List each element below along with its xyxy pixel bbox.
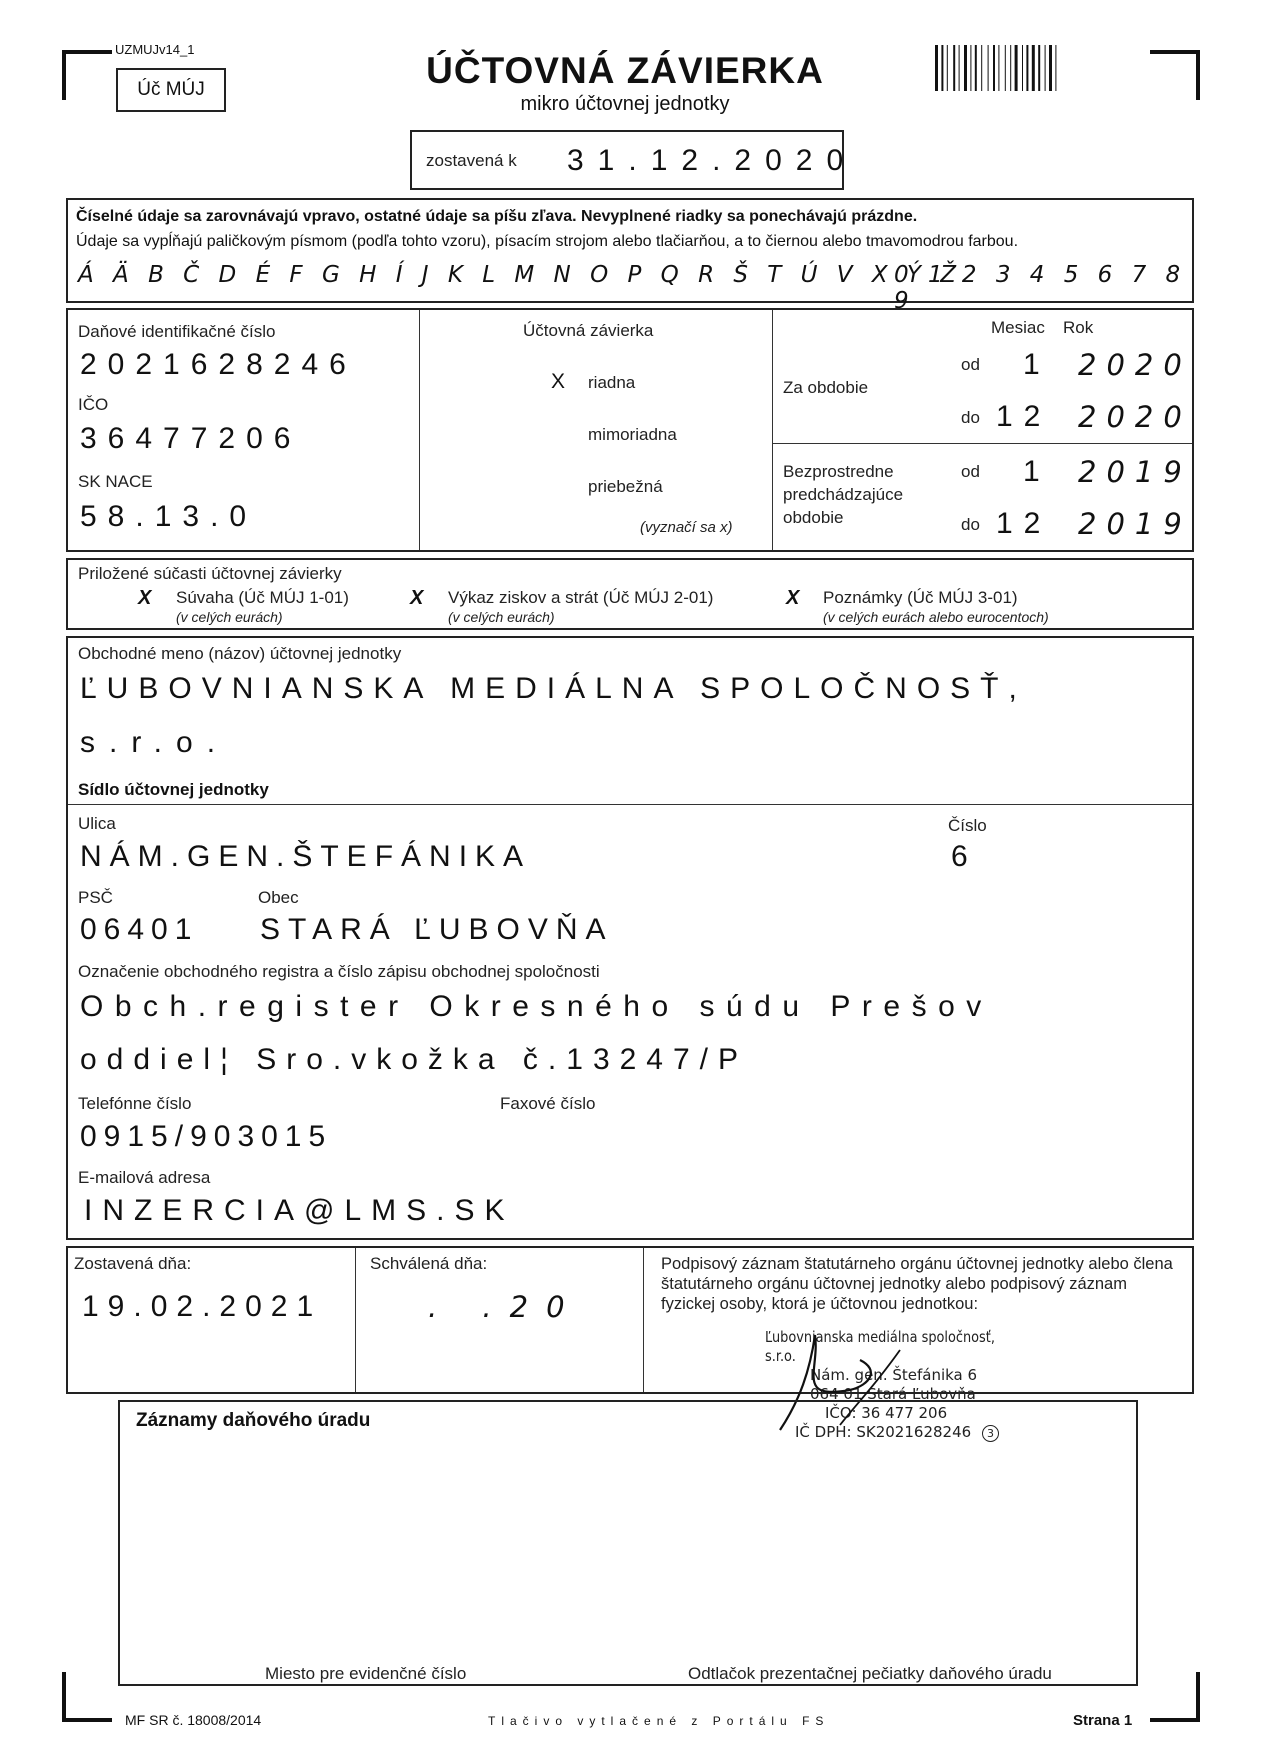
current-to-label: do [961, 408, 980, 427]
seat-label: Sídlo účtovnej jednotky [78, 780, 269, 799]
tax-stamp-label: Odtlačok prezentačnej pečiatky daňového úradu [688, 1664, 1052, 1683]
instructions-line-2: Údaje sa vypĺňajú paličkovým písmom (podľa tohto vzoru), písacím strojom alebo tlačiarňou, a to čiernou alebo tmavomodrou farbou. [76, 233, 1019, 250]
stamp-number: 3 [982, 1425, 999, 1442]
divider [68, 804, 1192, 805]
barcode-bar [947, 45, 948, 91]
city-value: STARÁ ĽUBOVŇA [260, 913, 614, 946]
attachment-notes-note: (v celých eurách alebo eurocentoch) [823, 609, 1049, 625]
corner-mark-bottom-right [1150, 1672, 1200, 1722]
barcode [935, 45, 1120, 91]
compiled-label: zostavená k [426, 151, 517, 170]
compiled-on-label: Zostavená dňa: [74, 1254, 192, 1273]
entity-name-label: Obchodné meno (názov) účtovnej jednotky [78, 644, 402, 663]
nace-label: SK NACE [78, 472, 153, 491]
stamp-line-3: 064 01 Stará Ľubovňa [810, 1385, 976, 1403]
instructions-box [66, 198, 1194, 314]
form-tag-text: Úč MÚJ [137, 79, 205, 100]
closing-type-note: (vyznačí sa x) [640, 519, 733, 536]
street-value: NÁM.GEN.ŠTEFÁNIKA [80, 840, 532, 873]
closing-type-mark: X [551, 370, 566, 393]
stamp-line-1: Ľubovnianska mediálna spoločnosť, s.r.o. [765, 1328, 995, 1365]
number-label: Číslo [948, 816, 987, 835]
evidence-number-label: Miesto pre evidenčné číslo [265, 1664, 467, 1683]
psc-label: PSČ [78, 888, 113, 907]
fax-label: Faxové číslo [500, 1094, 596, 1113]
attachments-box [66, 558, 1194, 630]
phone-value: 0915/903015 [80, 1120, 333, 1153]
barcode-bar [998, 45, 999, 91]
attachment-notes: Poznámky (Úč MÚJ 3-01) [823, 588, 1018, 607]
attachment-balance-note: (v celých eurách) [176, 609, 283, 625]
barcode-bar [1005, 45, 1006, 91]
attachment-balance-sheet: Súvaha (Úč MÚJ 1-01) [176, 588, 349, 607]
previous-to-month: 12 [996, 507, 1052, 540]
ico-value: 36477206 [80, 422, 302, 455]
previous-to-label: do [961, 515, 980, 534]
barcode-bar [1055, 45, 1056, 91]
previous-from-label: od [961, 462, 980, 481]
attachment-mark-balance: X [138, 587, 152, 609]
tax-office-title: Záznamy daňového úradu [136, 1410, 371, 1431]
street-label: Ulica [78, 814, 116, 833]
register-label: Označenie obchodného registra a číslo zápisu obchodnej spoločnosti [78, 962, 600, 981]
entity-name-line-1: ĽUBOVNIANSKA MEDIÁLNA SPOLOČNOSŤ, [80, 672, 1027, 705]
current-to-year: 2020 [1078, 400, 1192, 434]
footer-printed-from: Tlačivo vytlačené z Portálu FS [488, 1714, 830, 1728]
previous-period-label: Bezprostredne predchádzajúce obdobie [783, 462, 904, 527]
barcode-bar [964, 45, 967, 91]
barcode-bar [953, 45, 955, 91]
phone-label: Telefónne číslo [78, 1094, 192, 1113]
register-line-2: oddiel¦ Sro.vkožka č.13247/P [80, 1043, 749, 1076]
corner-mark-top-left [62, 50, 112, 100]
current-period-label: Za obdobie [783, 378, 869, 397]
page-subtitle: mikro účtovnej jednotky [520, 93, 730, 115]
psc-value: 06401 [80, 913, 199, 946]
current-to-month: 12 [996, 400, 1052, 433]
corner-mark-bottom-left [62, 1672, 112, 1722]
barcode-bar [970, 45, 971, 91]
sample-letters: Á Ä B Č D É F G H Í J K L M N O P Q R Š T Ú V X Ý Ž [78, 262, 963, 288]
page-title: ÚČTOVNÁ ZÁVIERKA [426, 50, 824, 91]
ico-label: IČO [78, 395, 109, 414]
footer-page-number: Strana 1 [1073, 1712, 1133, 1729]
barcode-bar [1026, 45, 1028, 91]
current-from-year: 2020 [1078, 348, 1192, 382]
previous-to-year: 2019 [1078, 507, 1192, 541]
barcode-bar [1038, 45, 1040, 91]
barcode-bar [1045, 45, 1046, 91]
divider [772, 310, 773, 550]
sample-digits: 0 1 2 3 4 5 6 7 8 9 [894, 262, 1187, 314]
attachment-profit-loss: Výkaz ziskov a strát (Úč MÚJ 2-01) [448, 588, 714, 607]
form-tag [116, 68, 226, 112]
footer-form-number: MF SR č. 18008/2014 [125, 1712, 262, 1728]
corner-mark-top-right [1150, 50, 1200, 100]
stamp-line-2: Nám. gen. Štefánika 6 [810, 1366, 978, 1384]
barcode-bar [993, 45, 995, 91]
closing-type-regular: riadna [588, 373, 636, 392]
attachment-mark-pnl: X [410, 587, 424, 609]
identification-box [66, 308, 1194, 552]
barcode-bar [1049, 45, 1052, 91]
stamp-vat-id: IČ DPH: SK2021628246 [795, 1423, 972, 1441]
signature-instructions: Podpisový záznam štatutárneho orgánu účtovnej jednotky alebo člena štatutárneho orgánu účtovnej jednotky alebo podpisový záznam fyzickej osoby, ktorá je účtovnou jednotkou: [661, 1255, 1173, 1313]
previous-from-year: 2019 [1078, 455, 1192, 489]
barcode-bar [981, 45, 982, 91]
previous-from-month: 1 [1023, 455, 1051, 488]
email-value: INZERCIA@LMS.SK [84, 1194, 515, 1227]
attachment-mark-notes: X [786, 587, 800, 609]
barcode-bar [1015, 45, 1018, 91]
compiled-date: 31.12.2020 [567, 144, 858, 177]
barcode-bar [1010, 45, 1011, 91]
barcode-bar [935, 45, 938, 91]
city-label: Obec [258, 888, 299, 907]
attachments-title: Priložené súčasti účtovnej závierky [78, 564, 342, 583]
number-value: 6 [951, 840, 979, 873]
barcode-bar [1032, 45, 1035, 91]
nace-value: 58.13.0 [80, 500, 258, 533]
divider [772, 443, 1192, 444]
barcode-bar [975, 45, 977, 91]
approved-on-label: Schválená dňa: [370, 1254, 488, 1273]
dic-label: Daňové identifikačné číslo [78, 322, 276, 341]
instructions-line-1: Číselné údaje sa zarovnávajú vpravo, ostatné údaje sa píšu zľava. Nevyplnené riadky sa ponechávajú prázdne. [76, 208, 918, 225]
attachment-pnl-note: (v celých eurách) [448, 609, 555, 625]
current-from-month: 1 [1023, 348, 1051, 381]
dic-value: 2021628246 [80, 348, 357, 381]
barcode-bar [988, 45, 989, 91]
barcode-bar [1022, 45, 1023, 91]
closing-type-interim: priebežná [588, 477, 663, 496]
register-line-1: Obch.register Okresného súdu Prešov [80, 990, 993, 1023]
barcode-bar [959, 45, 960, 91]
barcode-bar [941, 45, 943, 91]
divider [355, 1248, 356, 1392]
email-label: E-mailová adresa [78, 1168, 211, 1187]
divider [419, 310, 420, 550]
current-from-label: od [961, 355, 980, 374]
divider [643, 1248, 644, 1392]
year-label: Rok [1063, 318, 1094, 337]
tax-office-box [118, 1400, 1138, 1686]
form-code: UZMUJv14_1 [115, 42, 195, 57]
approved-on-value: . .20 [428, 1290, 583, 1324]
compiled-date-box [410, 130, 858, 190]
closing-type-extraordinary: mimoriadna [588, 425, 677, 444]
compiled-on-value: 19.02.2021 [82, 1290, 323, 1323]
month-label: Mesiac [991, 318, 1045, 337]
entity-box [66, 636, 1194, 1240]
entity-name-line-2: s.r.o. [80, 726, 230, 759]
closing-type-title: Účtovná závierka [523, 321, 654, 340]
stamp-line-4: IČO: 36 477 206 [825, 1404, 948, 1422]
